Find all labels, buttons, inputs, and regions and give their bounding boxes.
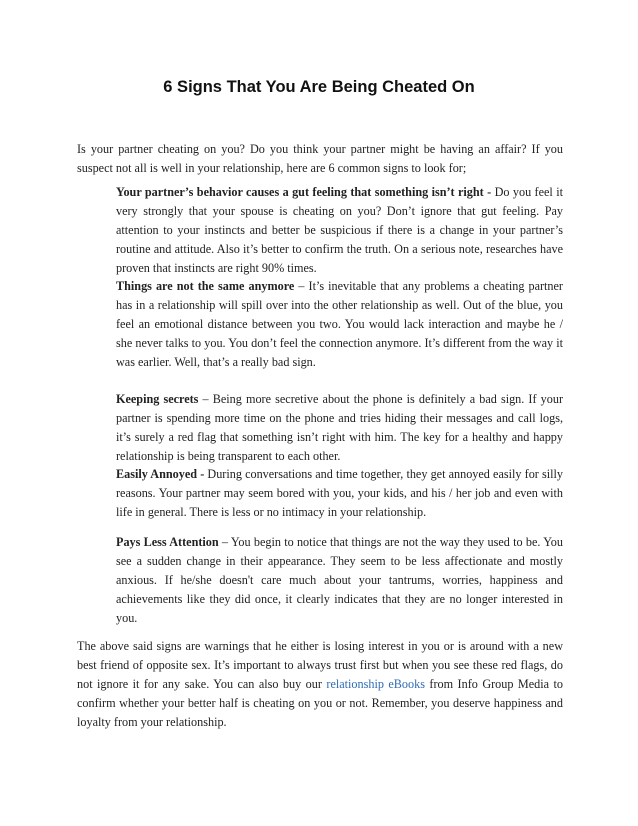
sign-heading: Your partner’s behavior causes a gut feeling that something isn’t right - — [116, 185, 495, 199]
closing-paragraph — [77, 637, 563, 732]
sign-item-not-same — [116, 277, 563, 372]
sign-heading: Keeping secrets — [116, 392, 199, 406]
sign-body: – You begin to notice that things are not the way they used to be. You see a sudden change in their appearance. They seem to be less affectionate and mostly anxious. If he/she doesn't care much about your tantrums, worries, happiness and achievements like they did once, it clearly indicates that they are no longer interested in you. — [116, 535, 563, 625]
sign-body: – It’s inevitable that any problems a cheating partner has in a relationship will spill over into the other relationship as well. Out of the blue, you feel an emotional distance between you two. You would lack interaction and maybe he / she never talks to you. You don’t feel the connection anymore. It’s different from the way it was earlier. Well, that’s a really bad sign. — [116, 279, 563, 369]
sign-body: Do you feel it very strongly that your spouse is cheating on you? Don’t ignore that gut feeling. Pay attention to your instincts and better be suspicious if there is a change in your partner’s routine and attitude. Also it’s better to confirm the truth. On a serious note, researches have proven that instincts are right 90% times. — [116, 185, 563, 275]
intro-paragraph: Is your partner cheating on you? Do you think your partner might be having an affair? If you suspect not all is well in your relationship, here are 6 common signs to look for; — [77, 142, 563, 175]
sign-item-secrets — [116, 390, 563, 466]
page-title: 6 Signs That You Are Being Cheated On — [163, 78, 475, 96]
relationship-ebooks-link[interactable]: relationship eBooks — [326, 677, 425, 691]
sign-body: During conversations and time together, they get annoyed easily for silly reasons. Your partner may seem bored with you, your kids, and his / her job and even with life in general. There is less or no intimacy in your relationship. — [116, 467, 563, 519]
sign-item-annoyed — [116, 465, 563, 522]
sign-item-less-attention — [116, 533, 563, 628]
closing-text-end: from Info Group Media to confirm whether your better half is cheating on you or not. Remember, you deserve happiness and loyalty from your relationship. — [77, 677, 563, 729]
closing-text-start: The above said signs are warnings that he either is losing interest in you or is around with a new best friend of opposite sex. It’s important to always trust first but when you see these red flags, do not ignore it for any sake. You can also buy our — [77, 639, 563, 691]
sign-heading: Things are not the same anymore — [116, 279, 295, 293]
sign-item-gut-feeling — [116, 183, 563, 278]
sign-heading: Easily Annoyed - — [116, 467, 208, 481]
sign-heading: Pays Less Attention — [116, 535, 219, 549]
sign-body: – Being more secretive about the phone is definitely a bad sign. If your partner is spending more time on the phone and tries hiding their messages and call logs, it’s surely a red flag that something isn’t right with him. The key for a healthy and happy relationship is being transparent to each other. — [116, 392, 564, 463]
